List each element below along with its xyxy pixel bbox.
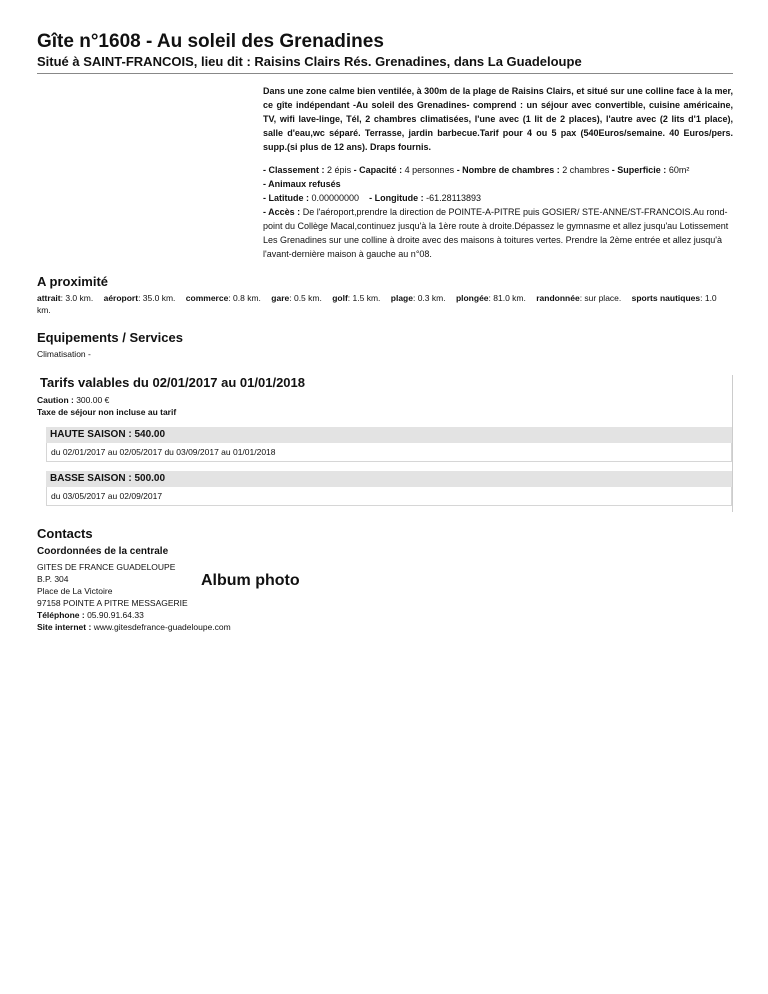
proximity-list <box>37 292 733 316</box>
tax-notice: Taxe de séjour non incluse au tarif <box>37 407 177 417</box>
contacts-subheading: Coordonnées de la centrale <box>37 546 169 557</box>
equipment-text: Climatisation - <box>37 349 91 359</box>
access-directions: - Accès : De l'aéroport,prendre la direction de POINTE-A-PITRE puis GOSIER/ STE-ANNE/ST-FRANCOIS.Au rond-point du Collège Macal,continuez jusqu'à la 1ère route à droite.Dépassez le gymnasme et allez jusqu'au Lotissement Les Grenadines sur une colline à droite avec des maisons à toitures vertes. Prendre la 2ème entrée et allez jusqu'à l'avant-dernière maison à gauche au n°08. <box>263 207 729 259</box>
proximity-item: randonnée: sur place. <box>536 293 622 303</box>
contact-phone: Téléphone : 05.90.91.64.33 <box>37 610 144 620</box>
description-block <box>263 84 733 261</box>
proximity-item: sports nautiques: 1.0 km. <box>37 293 717 315</box>
specs-line-1: - Classement : 2 épis - Capacité : 4 personnes - Nombre de chambres : 2 chambres - Superficie : 60m² <box>263 165 690 175</box>
season-name: HAUTE SAISON : 540.00 <box>46 427 732 443</box>
album-heading: Album photo <box>201 572 300 589</box>
season-dates: du 03/05/2017 au 02/09/2017 <box>46 487 732 506</box>
document-page <box>37 30 733 633</box>
title-divider <box>37 73 733 74</box>
proximity-item: gare: 0.5 km. <box>271 293 322 303</box>
deposit-line: Caution : 300.00 € <box>37 395 110 405</box>
season-name: BASSE SAISON : 500.00 <box>46 471 732 487</box>
page-title: Gîte n°1608 - Au soleil des Grenadines <box>37 31 384 52</box>
proximity-item: plongée: 81.0 km. <box>455 293 526 303</box>
contact-address: GITES DE FRANCE GUADELOUPE B.P. 304 Place de La Victoire 97158 POINTE A PITRE MESSAGERIE Téléphone : 05.90.91.64.33 Site internet : www.gitesdefrance-guadeloupe.com <box>37 561 733 633</box>
proximity-heading: A proximité <box>37 274 109 289</box>
season-dates: du 02/01/2017 au 02/05/2017 du 03/09/2017 au 01/01/2018 <box>46 443 732 462</box>
description-intro: Dans une zone calme bien ventilée, à 300m de la plage de Raisins Clairs, et situé sur une colline face à la mer, ce gîte indépendant -Au soleil des Grenadines- comprend : un séjour avec convertible, cuisine américaine, TV, wifi lave-linge, Tél, 2 chambres climatisées, l'une avec (1 lit de 2 places), l'autre avec (2 lits d'1 place), salle d'eau,wc séparé. Terrasse, jardin barbecue.Tarif pour 4 ou 5 pax (540Euros/semaine. 40 Euros/pers. supp.(si plus de 12 ans). Draps fournis. <box>263 86 733 152</box>
proximity-item: plage: 0.3 km. <box>390 293 446 303</box>
tariffs-heading: Tarifs valables du 02/01/2017 au 01/01/2018 <box>40 375 305 390</box>
contacts-heading: Contacts <box>37 526 93 541</box>
contact-website[interactable]: Site internet : www.gitesdefrance-guadeloupe.com <box>37 622 231 632</box>
season-high <box>46 427 732 462</box>
animals-line: - Animaux refusés <box>263 179 341 189</box>
specs-block <box>263 163 733 261</box>
proximity-section <box>37 274 733 316</box>
season-low <box>46 471 732 512</box>
location-subtitle: Situé à SAINT-FRANCOIS, lieu dit : Raisins Clairs Rés. Grenadines, dans La Guadeloupe <box>37 54 582 69</box>
proximity-item: attrait: 3.0 km. <box>37 293 94 303</box>
contacts-section <box>37 526 733 633</box>
proximity-item: golf: 1.5 km. <box>332 293 381 303</box>
coordinates-line: - Latitude : 0.00000000 - Longitude : -61.28113893 <box>263 193 481 203</box>
proximity-item: commerce: 0.8 km. <box>185 293 261 303</box>
equipment-section <box>37 330 733 360</box>
proximity-item: aéroport: 35.0 km. <box>103 293 176 303</box>
equipment-heading: Equipements / Services <box>37 330 183 345</box>
tariffs-section <box>37 375 733 512</box>
